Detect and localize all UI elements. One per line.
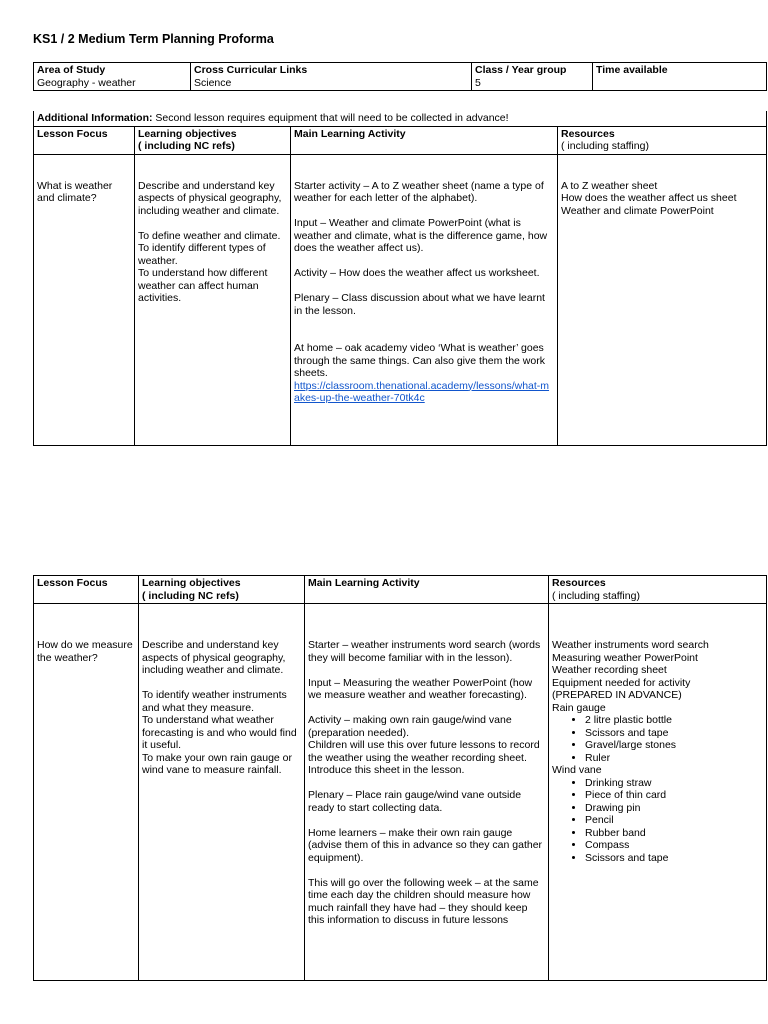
lesson-1-objective: To understand how different weather can affect human activities. <box>138 267 268 304</box>
header-main-activity-text: Main Learning Activity <box>294 127 406 140</box>
page-title: KS1 / 2 Medium Term Planning Proforma <box>33 32 274 46</box>
area-of-study-label: Area of Study <box>37 64 106 76</box>
info-table <box>33 62 767 91</box>
header-resources-line1: Resources <box>552 577 606 589</box>
lesson-1-input: Input – Weather and climate PowerPoint (what is weather and climate, what is the difference game, how does the weather affect us). <box>294 217 548 254</box>
header-learning-objectives <box>139 576 305 604</box>
lesson-2-activity <box>305 604 549 981</box>
list-item: • Rubber band <box>585 827 763 840</box>
list-item: • Ruler <box>585 752 763 765</box>
lesson-2-resource: Weather instruments word search <box>552 639 709 651</box>
header-lesson-focus <box>34 576 139 604</box>
lesson-2-week-note: This will go over the following week – at the same time each day the children should measure how much rainfall they have had – they should keep this information to discuss in future lessons <box>308 876 539 926</box>
list-item: • Piece of thin card <box>585 789 763 802</box>
header-lesson-focus-text: Lesson Focus <box>37 127 108 140</box>
cross-curricular-value: Science <box>194 76 232 89</box>
header-learning-objectives <box>135 126 291 154</box>
header-resources-line2: ( including staffing) <box>561 140 649 152</box>
lesson-1-focus-text: What is weather and climate? <box>37 179 113 204</box>
additional-info-row <box>34 111 767 126</box>
time-available-cell <box>593 63 767 91</box>
lesson-2-resources <box>549 604 767 981</box>
wind-vane-label: Wind vane <box>552 764 602 776</box>
header-objectives-line1: Learning objectives <box>138 127 237 140</box>
lesson-2-focus-text: How do we measure the weather? <box>37 639 133 664</box>
lesson-2-home: Home learners – make their own rain gauge (advise them of this in advance so they can gather equipment). <box>308 826 543 864</box>
lesson-1-objective: To define weather and climate. <box>138 229 281 242</box>
lesson-1-objective-intro: Describe and understand key aspects of physical geography, including weather and climate. <box>138 179 282 217</box>
header-lesson-focus <box>34 126 135 154</box>
lesson-2-resource: Equipment needed for activity <box>552 676 691 689</box>
header-main-activity <box>305 576 549 604</box>
cross-curricular-cell <box>191 63 472 91</box>
list-item: • Gravel/large stones <box>585 739 763 752</box>
lesson-2-objective: To understand what weather forecasting is and who would find it useful. <box>142 714 297 751</box>
lesson-2-activity-text: Activity – making own rain gauge/wind vane (preparation needed). <box>308 714 512 739</box>
list-item: • Drinking straw <box>585 777 763 790</box>
lesson-1-plenary: Plenary – Class discussion about what we have learnt in the lesson. <box>294 292 545 317</box>
cross-curricular-label: Cross Curricular Links <box>194 64 308 76</box>
header-objectives-line2: ( including NC refs) <box>142 589 239 602</box>
lesson-1-focus <box>34 154 135 445</box>
lesson-1-activity-text: Activity – How does the weather affect us worksheet. <box>294 267 540 279</box>
header-objectives-line2: ( including NC refs) <box>138 140 235 152</box>
lesson-2-resource: (PREPARED IN ADVANCE) <box>552 689 682 701</box>
lesson-1-table <box>33 111 767 446</box>
lesson-1-activity <box>291 154 558 445</box>
list-item: • Drawing pin <box>585 802 763 815</box>
lesson-1-objectives <box>135 154 291 445</box>
lesson-2-resource: Weather recording sheet <box>552 664 667 676</box>
rain-gauge-list <box>552 714 763 764</box>
oak-academy-link[interactable]: https://classroom.thenational.academy/lessons/what-makes-up-the-weather-70tk4c <box>294 379 550 404</box>
header-lesson-focus-text: Lesson Focus <box>37 577 108 589</box>
wind-vane-list <box>552 777 763 865</box>
list-item: • Compass <box>585 839 763 852</box>
header-resources-line1: Resources <box>561 127 615 140</box>
lesson-2-input: Input – Measuring the weather PowerPoint (how we measure weather and weather forecasting). <box>308 676 533 701</box>
class-year-cell <box>472 63 593 91</box>
lesson-2-table <box>33 575 767 981</box>
lesson-2-activity-detail: Children will use this over future lessons to record the weather using the weather recording sheet. Introduce this sheet in the lesson. <box>308 739 540 776</box>
lesson-1-resource: Weather and climate PowerPoint <box>561 204 714 217</box>
list-item: • Scissors and tape <box>585 727 763 740</box>
header-resources <box>558 126 767 154</box>
rain-gauge-label: Rain gauge <box>552 701 606 714</box>
header-main-activity-text: Main Learning Activity <box>308 577 420 589</box>
area-of-study-cell <box>34 63 191 91</box>
lesson-1-resource: A to Z weather sheet <box>561 179 658 192</box>
lesson-2-resource: Measuring weather PowerPoint <box>552 651 698 664</box>
lesson-2-plenary: Plenary – Place rain gauge/wind vane outside ready to start collecting data. <box>308 789 522 814</box>
lesson-2-focus <box>34 604 139 981</box>
header-resources-line2: ( including staffing) <box>552 589 640 602</box>
list-item: • 2 litre plastic bottle <box>585 714 763 727</box>
lesson-1-objective: To identify different types of weather. <box>138 242 266 267</box>
class-year-value: 5 <box>475 76 481 89</box>
additional-info-label: Additional Information: <box>37 112 153 124</box>
lesson-2-objective-intro: Describe and understand key aspects of physical geography, including weather and climate. <box>142 639 286 676</box>
lesson-2-objectives <box>139 604 305 981</box>
lesson-1-resources <box>558 154 767 445</box>
lesson-1-resource: How does the weather affect us sheet <box>561 192 737 204</box>
lesson-1-home: At home – oak academy video ‘What is weather’ goes through the same things. Can also give them the work sheets. <box>294 342 545 379</box>
header-objectives-line1: Learning objectives <box>142 577 241 589</box>
list-item: • Scissors and tape <box>585 852 763 865</box>
lesson-2-starter: Starter – weather instruments word search (words they will become familiar with in the lesson). <box>308 639 541 664</box>
lesson-2-objective: To identify weather instruments and what they measure. <box>142 689 287 714</box>
lesson-2-objective: To make your own rain gauge or wind vane to measure rainfall. <box>142 751 292 776</box>
header-resources <box>549 576 767 604</box>
lesson-1-starter: Starter activity – A to Z weather sheet (name a type of weather for each letter of the alphabet). <box>294 179 544 204</box>
time-available-label: Time available <box>596 64 668 76</box>
area-of-study-value: Geography - weather <box>37 76 136 89</box>
class-year-label: Class / Year group <box>475 64 567 76</box>
header-main-activity <box>291 126 558 154</box>
list-item: • Pencil <box>585 814 763 827</box>
additional-info-value: Second lesson requires equipment that will need to be collected in advance! <box>152 112 509 124</box>
